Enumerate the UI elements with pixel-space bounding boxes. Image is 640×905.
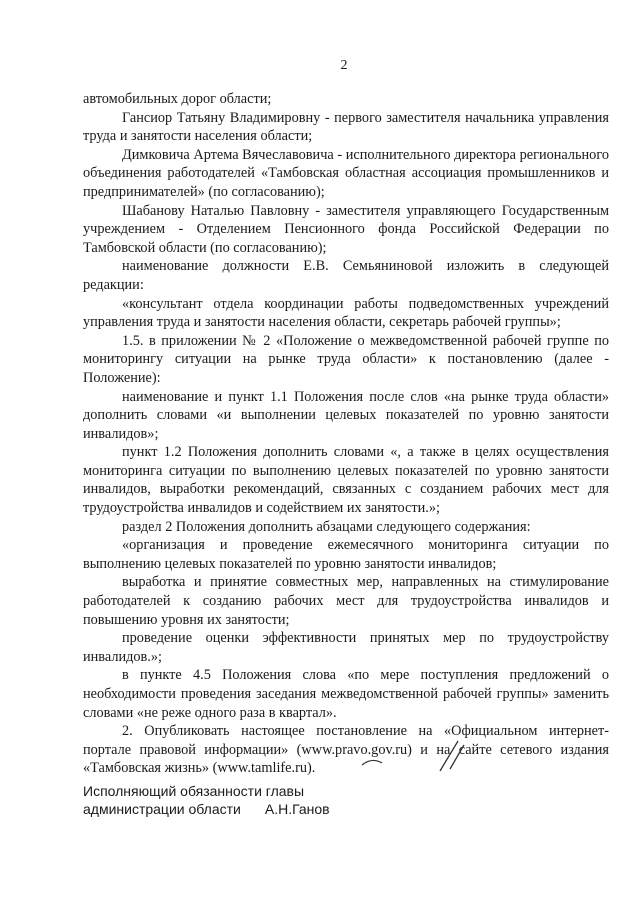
page-number: 2 xyxy=(340,58,348,73)
paragraph: Шабанову Наталью Павловну - заместителя управляющего Государственным учреждением - Отделением Пенсионного фонда Российской Федерации по Тамбовской области (по согласованию); xyxy=(83,202,609,256)
paragraph: автомобильных дорог области; xyxy=(83,91,272,107)
paragraph: наименование и пункт 1.1 Положения после слов «на рынке труда области» дополнить словами «и выполнении целевых показателей по уровню занятости инвалидов»; xyxy=(83,388,609,442)
signatory-line xyxy=(83,800,330,818)
paragraph: наименование должности Е.В. Семьяниновой изложить в следующей редакции: xyxy=(83,258,609,293)
paragraph: в пункте 4.5 Положения слова «по мере поступления предложений о необходимости проведения заседания межведомственной рабочей группы» заменить словами «не реже одного раза в квартал». xyxy=(83,667,609,721)
paragraph: проведение оценки эффективности принятых мер по трудоустройству инвалидов.»; xyxy=(83,630,609,665)
handwritten-mark xyxy=(360,735,470,775)
paragraph: выработка и принятие совместных мер, направленных на стимулирование работодателей к созданию рабочих мест для трудоустройства инвалидов и повышению уровня их занятости; xyxy=(83,574,609,628)
signatory-position: Исполняющий обязанности главы xyxy=(83,783,305,799)
paragraph: «консультант отдела координации работы подведомственных учреждений управления труда и занятости населения области, секретарь рабочей группы»; xyxy=(83,295,609,331)
document-body xyxy=(83,90,609,778)
paragraph: 1.5. в приложении № 2 «Положение о межведомственной рабочей группе по мониторингу ситуации на рынке труда области» к постановлению (далее - Положение): xyxy=(83,332,609,386)
paragraph: «организация и проведение ежемесячного мониторинга ситуации по выполнению целевых показателей по уровню занятости инвалидов; xyxy=(83,537,609,572)
signature-block xyxy=(83,782,330,818)
paragraph: раздел 2 Положения дополнить абзацами следующего содержания: xyxy=(122,518,531,535)
paragraph: пункт 1.2 Положения дополнить словами «, а также в целях осуществления мониторинга ситуации по выполнению целевых показателей по уровню занятости инвалидов, выработки рекомендаций, связанных с созданием рабочих мест для трудоустройства инвалидов и содействием их занятости.»; xyxy=(83,444,609,517)
signatory-name: А.Н.Ганов xyxy=(264,801,330,817)
paragraph: Димковича Артема Вячеславовича - исполнительного директора регионального объединения работодателей «Тамбовская областная ассоциация промышленников и предпринимателей» (по согласованию); xyxy=(83,146,609,200)
paragraph: Гансиор Татьяну Владимировну - первого заместителя начальника управления труда и занятости населения области; xyxy=(83,109,609,145)
signatory-title: администрации области xyxy=(83,801,241,817)
paragraph: 2. Опубликовать настоящее постановление на «Официальном интернет-портале правовой информации» (www.pravo.gov.ru) и на сайте сетевого издания «Тамбовская жизнь» (www.tamlife.ru). xyxy=(83,723,609,777)
